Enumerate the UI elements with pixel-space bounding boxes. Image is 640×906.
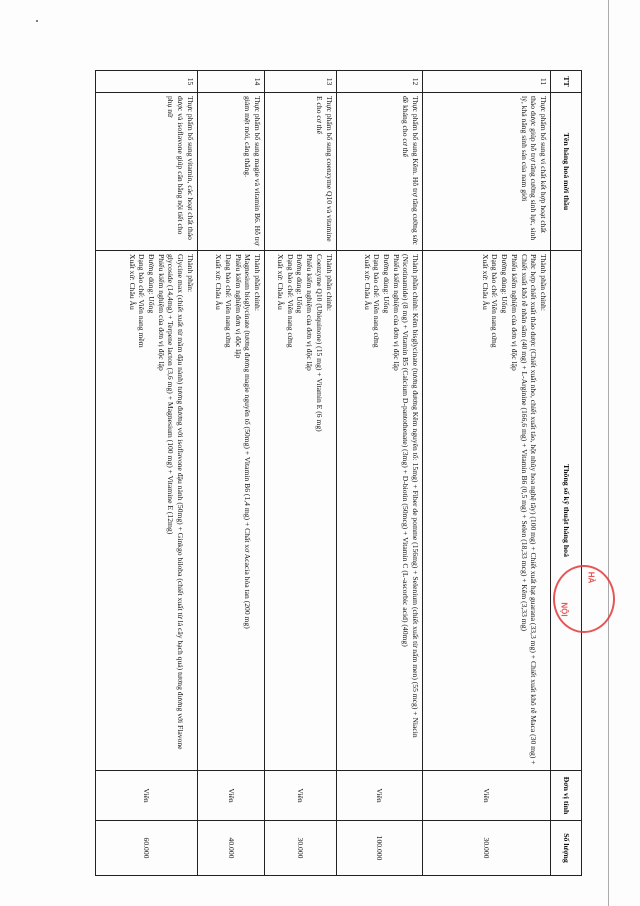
row-spec xyxy=(423,251,551,771)
spec-line: Dạng bào chế: Viên nang cứng xyxy=(372,254,382,348)
page-edge-line xyxy=(608,0,609,906)
stamp-text-top: HÀ xyxy=(586,571,596,584)
spec-line: Xuất xứ: Châu Âu xyxy=(480,254,490,310)
red-seal-stamp xyxy=(553,565,615,633)
row-quantity: 30.000 xyxy=(423,821,551,876)
table-row xyxy=(265,71,337,876)
stamp-text-bottom: NỘI xyxy=(559,602,569,617)
row-number: 12 xyxy=(336,71,423,93)
header-unit: Đơn vị tính xyxy=(551,771,582,821)
row-unit: Viên xyxy=(197,771,264,821)
spec-line: Dạng bào chế: Viên nang cứng xyxy=(285,254,295,348)
row-item-name: Thực phẩm bổ sung vitamin, các hoạt chất thảo dược và isoflavone giúp cân bằng nội tiết cho phụ nữ xyxy=(96,93,198,251)
spec-line: Xuất xứ: Châu Âu xyxy=(275,254,285,310)
spec-line: Đường dùng: Uống xyxy=(382,254,392,314)
row-quantity: 40.000 xyxy=(197,821,264,876)
spec-line: Dạng bào chế: Viên nang cứng xyxy=(223,254,233,348)
spec-line: Thành phần chính: xyxy=(324,254,334,311)
spec-line: Thành phần: xyxy=(185,254,195,293)
row-quantity: 30.000 xyxy=(265,821,337,876)
spec-line: Coenzyme Q10 (Ubiquinone) (15 mg) + Vitamin E (6 mg) xyxy=(314,254,324,432)
row-spec xyxy=(336,251,423,771)
spec-line: Xuất xứ: Châu Âu xyxy=(214,254,224,310)
row-item-name: Thực phẩm bổ sung coenzyme Q10 và vitamine E cho cơ thể xyxy=(265,93,337,251)
row-unit: Viên xyxy=(96,771,198,821)
table-row xyxy=(96,71,198,876)
spec-line: Thành phần chính: xyxy=(539,254,548,311)
spec-line: Phiếu kiểm nghiệm của đơn vị độc lập xyxy=(305,254,315,371)
rotated-table-wrapper xyxy=(95,70,582,875)
row-number: 13 xyxy=(265,71,337,93)
row-spec xyxy=(96,251,198,771)
spec-line: Đường dùng: Uống xyxy=(295,254,305,314)
bid-goods-table xyxy=(95,70,582,876)
spec-line: Phiếu kiểm nghiệm của đơn vị độc lập xyxy=(156,254,166,371)
table-row xyxy=(197,71,264,876)
row-unit: Viên xyxy=(336,771,423,821)
spec-line: Đường dùng: Uống xyxy=(500,254,510,314)
spec-line: Phiếu kiểm nghiệm của đơn vị độc lập xyxy=(509,254,519,371)
row-number: 11 xyxy=(423,71,551,93)
table-row xyxy=(423,71,551,876)
spec-line: Thành phần chính: Kẽm bisglycinate (tương đương Kẽm nguyên tố: 15mg) + Fiber de pomme (156mg) + Selenium (chiết xuất từ nấm men) (55 mcg) + Niacin (Nicotinamide) (8 mg) + Vitamin B5 (Calcium D-pantothenate) (3mg) + D-biotin (50mcg) + Vitamin C (L-ascorbic acid) (40mg) xyxy=(401,254,421,738)
row-quantity: 60.000 xyxy=(96,821,198,876)
header-tt: TT xyxy=(551,71,582,93)
table-header-row xyxy=(551,71,582,876)
header-name: Tên hàng hoá mời thầu xyxy=(551,93,582,251)
spec-line: Đường dùng: Uống xyxy=(146,254,156,314)
spec-line: Xuất xứ: Châu Âu xyxy=(362,254,372,310)
spec-line: Dạng bào chế: Viên nang cứng xyxy=(490,254,500,348)
row-spec xyxy=(265,251,337,771)
row-item-name: Thực phẩm bổ sung vi chất kết hợp hoạt chất thảo dược giúp hỗ trợ tăng cường sinh lực, sinh lý, khả năng sinh sản của nam giới xyxy=(423,93,551,251)
spec-line: Phiếu kiểm nghiệm của đơn vị độc lập xyxy=(391,254,401,371)
header-spec: Thông số kỹ thuật hàng hoá xyxy=(551,251,582,771)
row-number: 14 xyxy=(197,71,264,93)
row-quantity: 100.000 xyxy=(336,821,423,876)
row-unit: Viên xyxy=(423,771,551,821)
spec-line: Xuất xứ: Châu Âu xyxy=(127,254,137,310)
header-qty: Số lượng xyxy=(551,821,582,876)
spec-line: Phiếu kiểm nghiệm đơn vị độc lập xyxy=(233,254,243,359)
row-item-name: Thực phẩm bổ sung magie và vitamin B6. Hỗ trợ giảm mệt mỏi, căng thẳng. xyxy=(197,93,264,251)
row-unit: Viên xyxy=(265,771,337,821)
table-body xyxy=(96,71,551,876)
scan-speck xyxy=(36,20,38,22)
table-row xyxy=(336,71,423,876)
row-item-name: Thực phẩm bổ sung Kẽm. Hỗ trợ tăng cường sức đề kháng cho cơ thể xyxy=(336,93,423,251)
row-spec xyxy=(197,251,264,771)
row-number: 15 xyxy=(96,71,198,93)
spec-line: Magnesium bisglycinate (tương đương magie nguyên tố (50mg) + Vitamin B6 (1,4 mg) + Chất xơ Acacia hòa tan (200 mg) xyxy=(243,254,253,629)
spec-line: Glycine max (chiết xuất từ mầm đậu nành) tương đương với isoflavone đậu nành (50mg) + Ginkgo biloba (chiết xuất từ lá cây bạch quả) tương đương với Flavone glycoside (14,4mg) + Terpene lacton (3,6 mg) + Magnesium (100 mg) + Vitamine E (12mg) xyxy=(166,254,186,750)
spec-line: Thành phần chính: xyxy=(253,254,263,311)
spec-line: Phức hợp chiết xuất thảo dược (Chiết xuất nho, chiết xuất táo, hột nhũy hoa nghệ tây) (100 mg) + Chiết xuất hạt guarana (33,3 mg) + Chiết xuất khô rễ Maca (30 mg) + Chiết xuất khô rễ nhân sâm (40 mg) + L-Arginine (166,6 mg) + Vitamin B6 (0,5 mg) + Selen (18,33 mcg) + Kẽm (3,33 mg) xyxy=(519,254,539,765)
spec-line: Dạng bào chế: Viên nang mềm xyxy=(137,254,147,348)
